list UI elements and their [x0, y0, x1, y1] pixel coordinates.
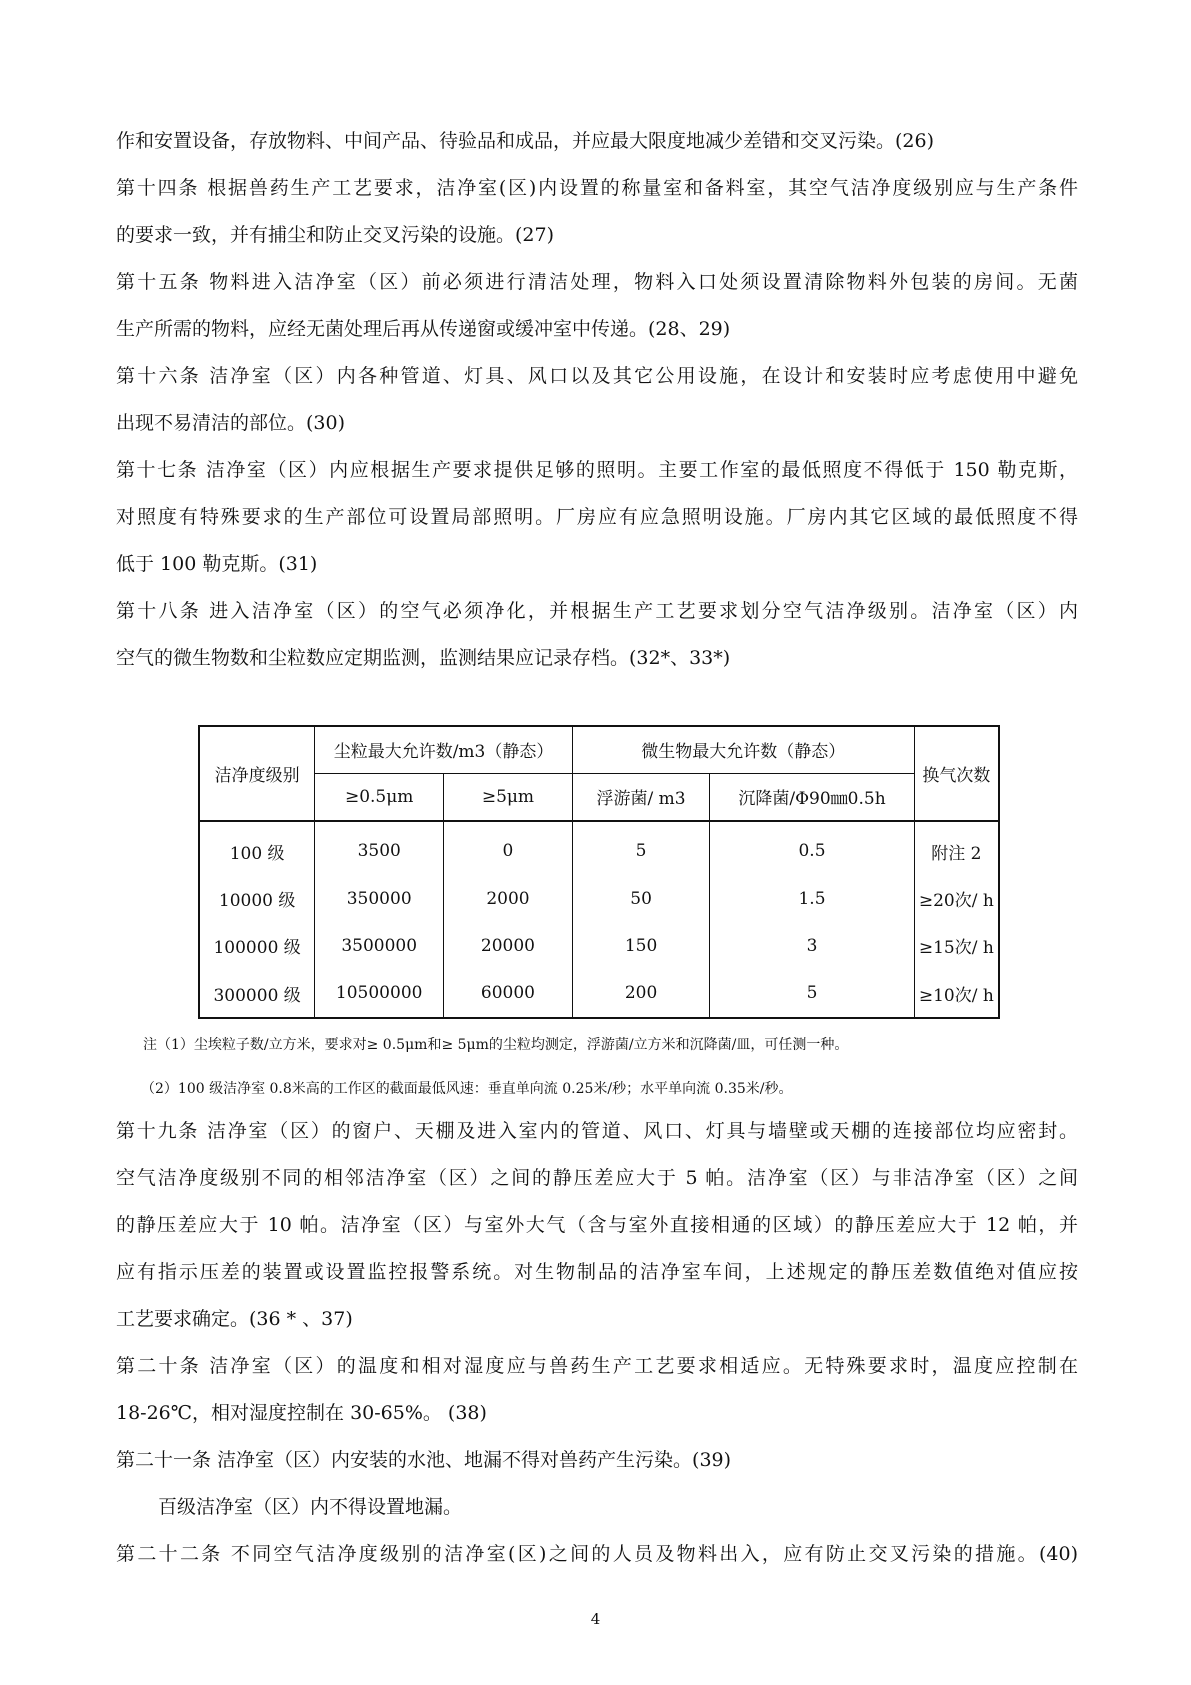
cell-settling: 3 — [710, 922, 914, 969]
body-text-top — [116, 118, 1078, 682]
text-line: 的静压差应大于 10 帕。洁净室（区）与室外大气（含与室外直接相通的区域）的静压差应大于 12 帕，并 — [116, 1214, 1078, 1236]
subheader-dust-0-5: ≥0.5μm — [315, 773, 444, 820]
text-line: 第十八条 进入洁净室（区）的空气必须净化，并根据生产工艺要求划分空气洁净级别。洁净室（区）内 — [116, 600, 1078, 622]
text-line: 第十七条 洁净室（区）内应根据生产要求提供足够的照明。主要工作室的最低照度不得低于 150 勒克斯， — [116, 459, 1078, 481]
table-row — [199, 821, 999, 875]
cell-floating: 5 — [572, 821, 710, 875]
cell-air-change: ≥15次/ h — [914, 922, 999, 969]
cell-grade: 300000 级 — [199, 970, 315, 1018]
text-line: 第二十一条 洁净室（区）内安装的水池、地漏不得对兽药产生污染。(39) — [116, 1449, 732, 1471]
cell-grade: 100 级 — [199, 821, 315, 875]
header-grade: 洁净度级别 — [199, 726, 315, 821]
text-line: 出现不易清洁的部位。(30) — [116, 412, 346, 434]
table-row — [199, 875, 999, 922]
cleanroom-grade-table — [198, 725, 1000, 1019]
cell-dust-0-5: 3500 — [315, 821, 444, 875]
text-line: 作和安置设备，存放物料、中间产品、待验品和成品，并应最大限度地减少差错和交叉污染。(26) — [116, 130, 935, 152]
text-line: 应有指示压差的装置或设置监控报警系统。对生物制品的洁净室车间，上述规定的静压差数值绝对值应按 — [116, 1261, 1078, 1283]
subheader-dust-5: ≥5μm — [444, 773, 573, 820]
cell-floating: 150 — [572, 922, 710, 969]
header-microbe: 微生物最大允许数（静态） — [572, 726, 914, 773]
text-line: 第十六条 洁净室（区）内各种管道、灯具、风口以及其它公用设施，在设计和安装时应考虑使用中避免 — [116, 365, 1078, 387]
cell-dust-0-5: 10500000 — [315, 970, 444, 1018]
cell-grade: 10000 级 — [199, 875, 315, 922]
text-line: 第二十条 洁净室（区）的温度和相对湿度应与兽药生产工艺要求相适应。无特殊要求时，温度应控制在 — [116, 1355, 1078, 1377]
text-line: 对照度有特殊要求的生产部位可设置局部照明。厂房应有应急照明设施。厂房内其它区域的最低照度不得 — [116, 506, 1078, 528]
text-line: 18-26℃，相对湿度控制在 30-65%。 (38) — [116, 1402, 487, 1424]
header-air-change: 换气次数 — [914, 726, 999, 821]
text-line: 低于 100 勒克斯。(31) — [116, 553, 318, 575]
cell-floating: 50 — [572, 875, 710, 922]
text-line: 的要求一致，并有捕尘和防止交叉污染的设施。(27) — [116, 224, 555, 246]
cell-dust-0-5: 350000 — [315, 875, 444, 922]
cell-settling: 0.5 — [710, 821, 914, 875]
cell-dust-0-5: 3500000 — [315, 922, 444, 969]
table-row — [199, 970, 999, 1018]
page-number: 4 — [590, 1610, 601, 1628]
table-row — [199, 922, 999, 969]
text-line: 空气洁净度级别不同的相邻洁净室（区）之间的静压差应大于 5 帕。洁净室（区）与非洁净室（区）之间 — [116, 1167, 1078, 1189]
cell-settling: 1.5 — [710, 875, 914, 922]
table-note-1: 注（1）尘埃粒子数/立方米，要求对≥ 0.5μm和≥ 5μm的尘粒均测定，浮游菌/立方米和沉降菌/皿，可任测一种。 — [143, 1037, 849, 1053]
cell-air-change: ≥20次/ h — [914, 875, 999, 922]
body-text-bottom — [116, 1108, 1078, 1578]
subheader-settling-bacteria: 沉降菌/Φ90㎜0.5h — [710, 773, 914, 820]
cell-dust-5: 0 — [444, 821, 573, 875]
text-line: 空气的微生物数和尘粒数应定期监测，监测结果应记录存档。(32*、33*) — [116, 647, 731, 669]
cell-dust-5: 20000 — [444, 922, 573, 969]
cell-air-change: ≥10次/ h — [914, 970, 999, 1018]
cell-settling: 5 — [710, 970, 914, 1018]
table-note-2: （2）100 级洁净室 0.8米高的工作区的截面最低风速：垂直单向流 0.25米/秒；水平单向流 0.35米/秒。 — [141, 1081, 793, 1097]
cell-dust-5: 60000 — [444, 970, 573, 1018]
text-line: 第十九条 洁净室（区）的窗户、天棚及进入室内的管道、风口、灯具与墙壁或天棚的连接部位均应密封。 — [116, 1120, 1078, 1142]
text-line: 第二十二条 不同空气洁净度级别的洁净室(区)之间的人员及物料出入，应有防止交叉污染的措施。(40) — [116, 1543, 1078, 1565]
subheader-floating-bacteria: 浮游菌/ m3 — [572, 773, 710, 820]
text-line: 第十四条 根据兽药生产工艺要求，洁净室(区)内设置的称量室和备料室，其空气洁净度级别应与生产条件 — [116, 177, 1078, 199]
cell-floating: 200 — [572, 970, 710, 1018]
text-line: 生产所需的物料，应经无菌处理后再从传递窗或缓冲室中传递。(28、29) — [116, 318, 731, 340]
text-line: 第十五条 物料进入洁净室（区）前必须进行清洁处理，物料入口处须设置清除物料外包装的房间。无菌 — [116, 271, 1078, 293]
cell-air-change: 附注 2 — [914, 821, 999, 875]
text-line: 工艺要求确定。(36 * 、37) — [116, 1308, 353, 1330]
cell-grade: 100000 级 — [199, 922, 315, 969]
text-line: 百级洁净室（区）内不得设置地漏。 — [158, 1496, 463, 1518]
cell-dust-5: 2000 — [444, 875, 573, 922]
header-dust: 尘粒最大允许数/m3（静态） — [315, 726, 573, 773]
